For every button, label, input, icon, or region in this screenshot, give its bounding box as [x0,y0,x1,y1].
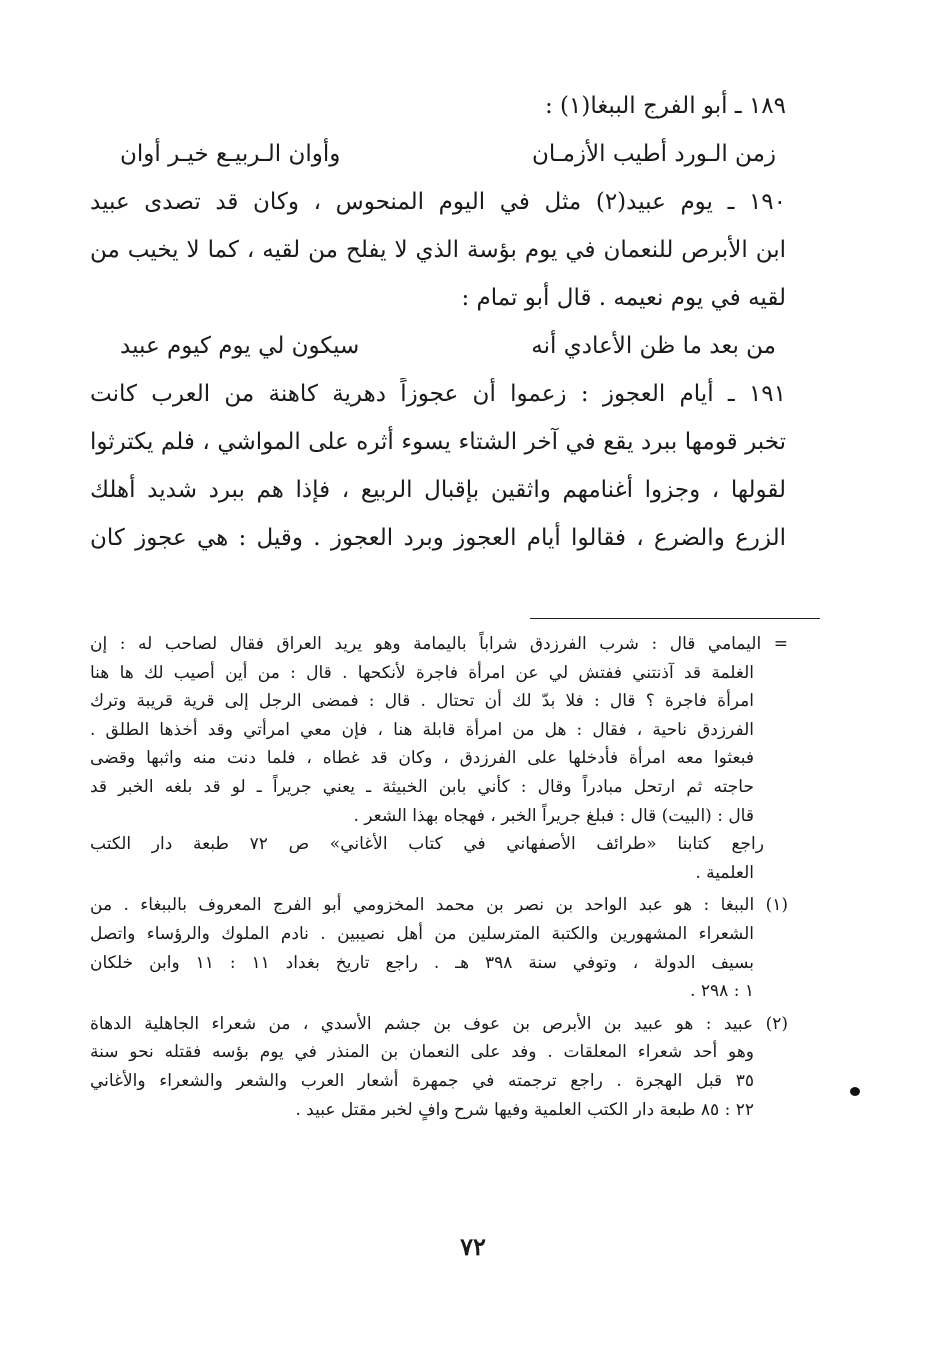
footnote-line: بسيف الدولة ، وتوفي سنة ٣٩٨ هـ . راجع تاريخ بغداد ١١ : ١١ وابن خلكان [90,952,754,973]
verse-189-first-hemistich: زمن الـورد أطيب الأزمـان [531,141,776,167]
footnote-line: (١) الببغا : هو عبد الواحد بن نصر بن محمد المخزومي أبو الفرج المعروف بالببغاء . من [90,895,788,916]
footnote-1 [90,891,788,1005]
verse-190-second-hemistich: سيكون لي يوم كيوم عبيد [120,333,360,359]
entry-191-line: تخبر قومها ببرد يقع في آخر الشتاء يسوء أثره على المواشي ، فلم يكترثوا [90,429,786,455]
verse-190-first-hemistich: من بعد ما ظن الأعادي أنه [531,333,776,359]
page-number: ٧٢ [460,1232,486,1261]
entry-190-line: لقيه في يوم نعيمه . قال أبو تمام : [461,285,786,311]
verse-189-second-hemistich: وأوان الـربيـع خيـر أوان [120,141,341,167]
footnote-line: ٢٢ : ٨٥ طبعة دار الكتب العلمية وفيها شرح وافٍ لخبر مقتل عبيد . [295,1099,754,1120]
margin-dot [850,1087,860,1096]
footnote-line: ١ : ٢٩٨ . [690,981,754,1002]
footnote-continued [90,630,788,887]
footnote-line: فبعثوا معه امرأة فأدخلها على الفرزدق ، وكان قد غطاه ، فلما دنت منه واثبها وقضى [90,748,754,769]
main-text [90,90,786,570]
entry-189-heading: ١٨٩ ـ أبو الفرج الببغا(١) : [544,93,786,119]
entry-191-line: لقولها ، وجزوا أغنامهم واثقين بإقبال الربيع ، فإذا هم ببرد شديد أهلك [90,477,786,503]
verse-190 [90,330,786,378]
footnote-2 [90,1010,788,1124]
footnote-line: قال : (البيت) قال : فبلغ جريراً الخبر ، فهجاه بهذا الشعر . [353,805,754,826]
entry-191-line: الزرع والضرع ، فقالوا أيام العجوز وبرد العجوز . وقيل : هي عجوز كان [90,525,786,551]
footnote-reference-line: العلمية . [695,862,754,883]
verse-189 [90,138,786,186]
entry-190-line: ابن الأبرص للنعمان في يوم بؤسة الذي لا يفلح من لقيه ، كما لا يخيب من [90,237,786,263]
footnote-line: = اليمامي قال : شرب الفرزدق شراباً باليمامة وهو يريد العراق فقال لصاحب له : إن [90,634,788,654]
entry-190-line: ١٩٠ ـ يوم عبيد(٢) مثل في اليوم المنحوس ، وكان قد تصدى عبيد [90,189,786,215]
entry-191-line: ١٩١ ـ أيام العجوز : زعموا أن عجوزاً دهرية كاهنة من العرب كانت [90,381,786,407]
footnote-line: الفرزدق ناحية ، فقال : هل من امرأة قابلة هنا ، فإن معي امرأتي وقد أخذها الطلق . [90,719,754,740]
footnote-line: (٢) عبيد : هو عبيد بن الأبرص بن عوف بن جشم الأسدي ، من شعراء الجاهلية الدهاة [90,1013,788,1034]
footnote-line: وهو أحد شعراء المعلقات . وفد على النعمان بن المنذر في يوم بؤسه فقتله نحو سنة [90,1042,754,1063]
footnote-reference-line: راجع كتابنا «طرائف الأصفهاني في كتاب الأغاني» ص ٧٢ طبعة دار الكتب [90,834,764,855]
footnote-separator [530,618,820,619]
footnote-line: امرأة فاجرة ؟ قال : فلا بدّ لك أن تحتال . قال : فمضى الرجل إلى قرية قريبة وترك [90,691,754,712]
footnotes [90,630,788,1128]
footnote-line: الغلمة قد آذنتني ففتش لي عن امرأة فاجرة لأنكحها . قال : من أين أصيب لك ها هنا [90,662,754,683]
footnote-line: الشعراء المشهورين والكتبة المترسلين من أهل نصيبين . نادم الملوك والرؤساء واتصل [90,923,754,944]
footnote-line: ٣٥ قبل الهجرة . راجع ترجمته في جمهرة أشعار العرب والشعر والشعراء والأغاني [90,1070,754,1091]
footnote-line: حاجته ثم ارتحل مبادراً وقال : كأني بابن الخبيثة ـ يعني جريراً ـ لو قد بلغه الخبر قد [90,776,754,797]
